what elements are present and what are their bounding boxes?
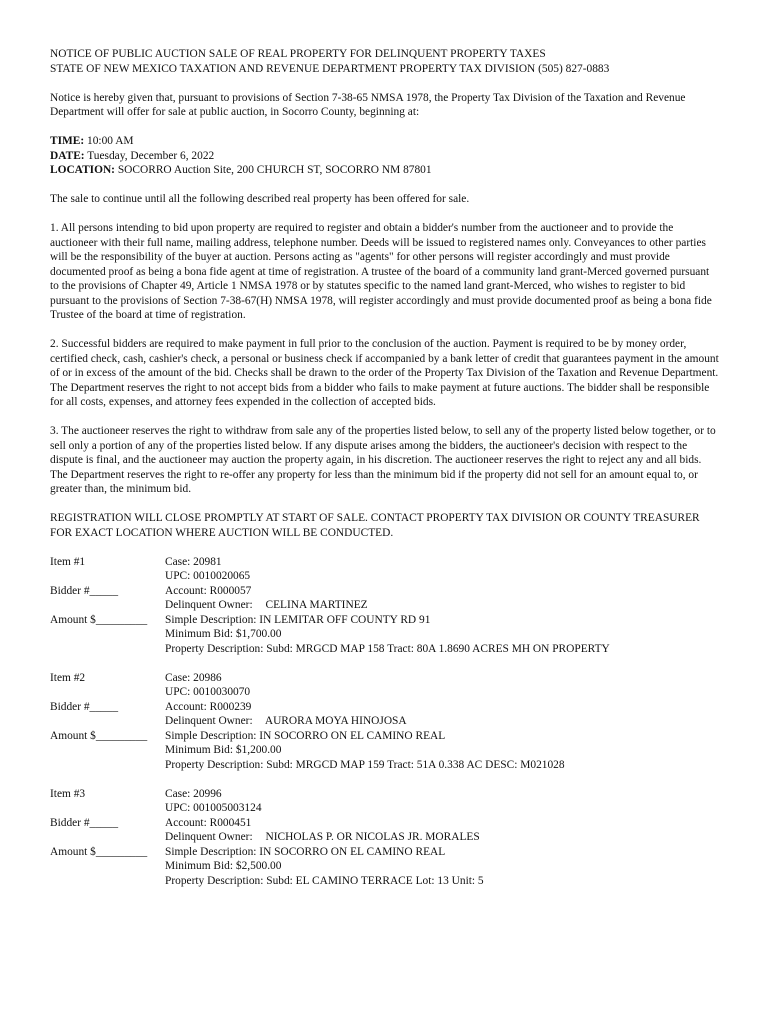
simple-description: Simple Description: IN SOCORRO ON EL CAMINO REAL — [165, 845, 446, 858]
delinquent-owner — [165, 598, 610, 613]
owner-name: CELINA MARTINEZ — [265, 599, 368, 611]
delinquent-owner — [165, 830, 484, 845]
owner-label: Delinquent Owner: — [165, 599, 253, 611]
owner-name: NICHOLAS P. OR NICOLAS JR. MORALES — [265, 831, 480, 843]
location-value: SOCORRO Auction Site, 200 CHURCH ST, SOCORRO NM 87801 — [114, 164, 432, 176]
notice-title: NOTICE OF PUBLIC AUCTION SALE OF REAL PROPERTY FOR DELINQUENT PROPERTY TAXES — [50, 48, 546, 60]
simple-description: Simple Description: IN SOCORRO ON EL CAMINO REAL — [165, 729, 446, 742]
amount-blank: Amount $_________ — [50, 729, 148, 742]
property-description: Property Description: Subd: MRGCD MAP 158 Tract: 80A 1.8690 ACRES MH ON PROPERTY — [165, 642, 610, 655]
minimum-bid: Minimum Bid: $1,700.00 — [165, 628, 282, 640]
property-description: Property Description: Subd: MRGCD MAP 159 Tract: 51A 0.338 AC DESC: M021028 — [165, 758, 565, 771]
upc: UPC: 0010020065 — [165, 570, 251, 582]
item-number: Item #3 — [50, 787, 86, 800]
bidder-number-blank: Bidder #_____ — [50, 816, 119, 829]
date-label: DATE: — [50, 149, 85, 162]
case-number: Case: 20996 — [165, 787, 222, 800]
bidder-number-blank: Bidder #_____ — [50, 584, 119, 597]
minimum-bid: Minimum Bid: $1,200.00 — [165, 744, 282, 756]
location-label: LOCATION: — [50, 164, 115, 176]
auction-schedule — [50, 134, 720, 178]
auction-items — [50, 555, 720, 889]
department-line: STATE OF NEW MEXICO TAXATION AND REVENUE DEPARTMENT PROPERTY TAX DIVISION (505) 827-0883 — [50, 62, 610, 75]
terms-paragraph-1: 1. All persons intending to bid upon property are required to register and obtain a bidder's number from the auctioneer and to provide the auctioneer with their full name, mailing address, telephone number. Deeds will be issued to registered names only. Conveyances to other parties will be the responsibility of the buyer at auction. Persons acting as "agents" for other persons will register accordingly and must provide documented proof as being a bona fide agent at time of registration. A trustee of the board of a community land grant-Merced governed pursuant to the provisions of Chapter 49, Article 1 NMSA 1978 or by statutes specific to the named land grant-Merced, who wishes to register to bid pursuant to the provisions of Section 7-38-67(H) NMSA 1978, will register accordingly and must provide documented proof as being a bona fide Trustee of the board at time of registration. — [50, 222, 712, 321]
case-number: Case: 20986 — [165, 671, 222, 684]
auction-item — [50, 787, 720, 889]
simple-description: Simple Description: IN LEMITAR OFF COUNTY RD 91 — [165, 613, 431, 626]
owner-label: Delinquent Owner: — [165, 831, 253, 843]
date-value: Tuesday, December 6, 2022 — [84, 149, 215, 162]
notice-header — [50, 47, 720, 76]
item-number: Item #1 — [50, 555, 86, 568]
owner-label: Delinquent Owner: — [165, 715, 253, 727]
minimum-bid: Minimum Bid: $2,500.00 — [165, 860, 282, 872]
item-details — [165, 787, 484, 889]
registration-notice: REGISTRATION WILL CLOSE PROMPTLY AT START OF SALE. CONTACT PROPERTY TAX DIVISION OR COUNTY TREASURER FOR EXACT LOCATION WHERE AUCTION WILL BE CONDUCTED. — [50, 512, 700, 539]
item-entry-fields — [50, 555, 165, 657]
bidder-number-blank: Bidder #_____ — [50, 700, 119, 713]
item-entry-fields — [50, 671, 165, 773]
terms-paragraph-2: 2. Successful bidders are required to make payment in full prior to the conclusion of the auction. Payment is required to be by money order, certified check, cash, cashier's check, a personal or business check if accompanied by a bank letter of credit that guarantees payment in the amount of or in excess of the amount of the bid. Checks shall be drawn to the order of the Property Tax Division of the Taxation and Revenue Department. The Department reserves the right to not accept bids from a bidder who fails to make payment at future auctions. The bidder shall be responsible for all costs, expenses, and attorney fees expended in the collection of accepted bids. — [50, 338, 719, 408]
terms-paragraph-3: 3. The auctioneer reserves the right to withdraw from sale any of the properties listed below, to sell any of the property listed below together, or to sell only a portion of any of the properties listed below. If any dispute arises among the bidders, the auctioneer's decision with respect to the dispute is final, and the auctioneer may auction the property again, in his discretion. The auctioneer reserves the right to reject any and all bids. The Department reserves the right to re-offer any property for less than the minimum bid if the property did not sell for an amount equal to, or greater than, the minimum bid. — [50, 425, 716, 495]
account: Account: R000239 — [165, 700, 252, 713]
time-label: TIME: — [50, 135, 85, 147]
owner-name: AURORA MOYA HINOJOSA — [264, 715, 407, 727]
location-line — [50, 163, 720, 178]
case-number: Case: 20981 — [165, 555, 222, 568]
upc: UPC: 001005003124 — [165, 802, 262, 814]
account: Account: R000451 — [165, 816, 252, 829]
item-number: Item #2 — [50, 671, 86, 684]
auction-item — [50, 555, 720, 657]
amount-blank: Amount $_________ — [50, 613, 148, 626]
item-details — [165, 555, 610, 657]
continue-paragraph: The sale to continue until all the following described real property has been offered for sale. — [50, 193, 470, 205]
time-line — [50, 134, 720, 149]
item-details — [165, 671, 565, 773]
upc: UPC: 0010030070 — [165, 686, 251, 698]
auction-item — [50, 671, 720, 773]
property-description: Property Description: Subd: EL CAMINO TERRACE Lot: 13 Unit: 5 — [165, 874, 484, 887]
intro-paragraph: Notice is hereby given that, pursuant to provisions of Section 7-38-65 NMSA 1978, the Property Tax Division of the Taxation and Revenue Department will offer for sale at public auction, in Socorro County, beginning at: — [50, 91, 686, 118]
amount-blank: Amount $_________ — [50, 845, 148, 858]
item-entry-fields — [50, 787, 165, 889]
date-line — [50, 149, 720, 164]
delinquent-owner — [165, 714, 565, 729]
time-value: 10:00 AM — [84, 135, 134, 147]
account: Account: R000057 — [165, 584, 252, 597]
